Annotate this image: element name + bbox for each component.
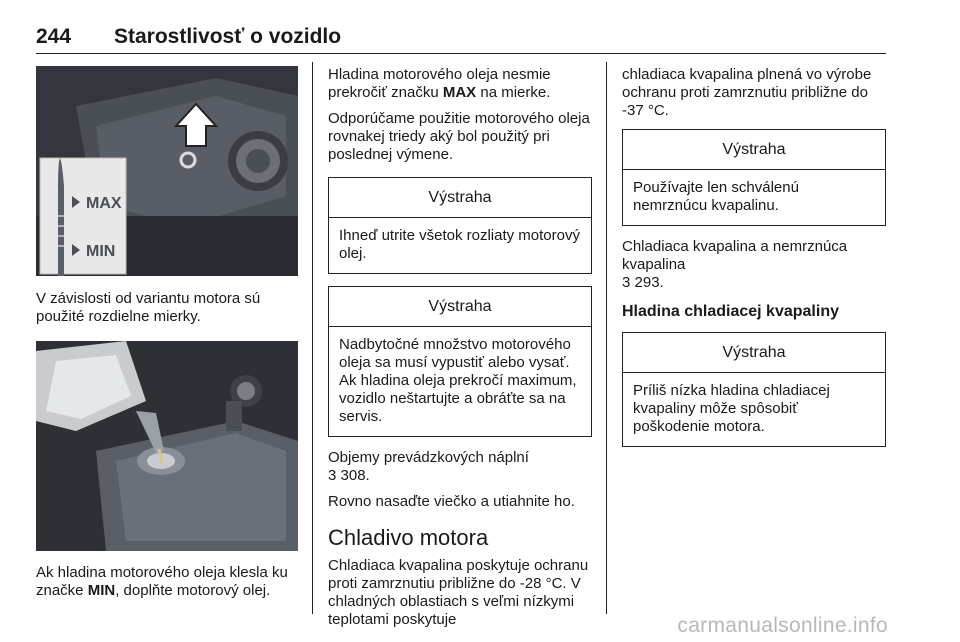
- warning-body: Príliš nízka hladina chladiacej kvapaliny môže spôsobiť poškodenie motora.: [633, 382, 830, 435]
- paragraph-oil-recommendation: Odporúčame použitie motorového oleja rovnakej triedy aký bol použitý pri poslednej výmene.: [328, 110, 590, 163]
- page-title: Starostlivosť o vozidlo: [114, 25, 342, 48]
- section-heading-coolant-level: Hladina chladiacej kvapaliny: [622, 303, 839, 320]
- warning-box-excess-oil: [328, 286, 592, 437]
- warning-body: Ihneď utrite všetok rozliaty motorový olej.: [339, 227, 580, 262]
- column-right: [622, 66, 886, 447]
- section-heading-coolant: Chladivo motora: [328, 525, 489, 550]
- min-marker-label: MIN: [86, 243, 116, 260]
- column-middle: [328, 66, 592, 629]
- warning-title: Výstraha: [329, 287, 591, 327]
- page-reference-link[interactable]: 308.: [340, 467, 370, 484]
- paragraph-max-level: Hladina motorového oleja nesmie prekročiť značku MAX na mierke.: [328, 66, 551, 101]
- warning-title: Výstraha: [329, 178, 591, 218]
- paragraph-min-level: Ak hladina motorového oleja klesla ku značke MIN, doplňte motorový olej.: [36, 564, 288, 599]
- oil-filling-figure: [36, 341, 298, 551]
- warning-box-low-coolant: [622, 332, 886, 447]
- page-header: [36, 22, 886, 54]
- warning-title: Výstraha: [623, 333, 885, 373]
- dipstick-figure: [36, 66, 298, 276]
- paragraph-coolant-intro: Chladiaca kvapalina poskytuje ochranu proti zamrznutiu približne do -28 °C. V chladných oblastiach s veľmi nízkymi teplotami poskytuje: [328, 557, 589, 628]
- warning-box-antifreeze: [622, 129, 886, 226]
- paragraph-cap-instruction: Rovno nasaďte viečko a utiahnite ho.: [328, 493, 575, 510]
- page-number: 244: [36, 25, 72, 48]
- column-left: [36, 66, 298, 600]
- figure-caption: V závislosti od variantu motora sú použité rozdielne mierky.: [36, 290, 261, 325]
- paragraph-capacities: Objemy prevádzkových náplní 3 308.: [328, 449, 529, 484]
- warning-box-spilled-oil: [328, 177, 592, 274]
- page-ref-icon: 3: [328, 467, 337, 484]
- page-ref-icon: 3: [622, 274, 631, 291]
- watermark: carmanualsonline.info: [677, 614, 888, 637]
- column-divider: [312, 62, 313, 614]
- warning-body: Nadbytočné množstvo motorového oleja sa musí vypustiť alebo vysať. Ak hladina oleja prekročí maximum, vozidlo neštartujte a obráťte sa na servis.: [339, 336, 577, 425]
- page-reference-link[interactable]: 293.: [634, 274, 664, 291]
- paragraph-coolant-continued: chladiaca kvapalina plnená vo výrobe ochranu proti zamrznutiu približne do -37 °C.: [622, 66, 872, 119]
- warning-title: Výstraha: [623, 130, 885, 170]
- warning-body: Používajte len schválenú nemrznúcu kvapalinu.: [633, 179, 799, 214]
- column-divider: [606, 62, 607, 614]
- paragraph-antifreeze-ref: Chladiaca kvapalina a nemrznúca kvapalina 3 293.: [622, 238, 848, 291]
- max-marker-label: MAX: [86, 195, 122, 212]
